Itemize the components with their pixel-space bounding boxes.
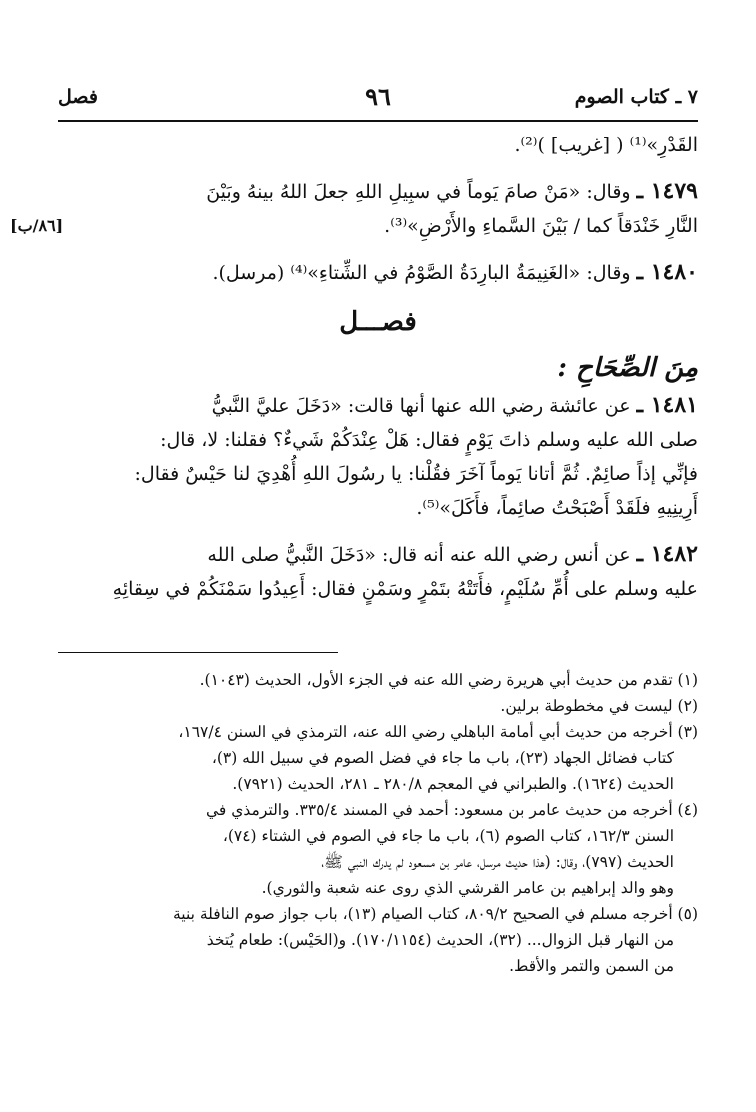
footnote-3-cont: كتاب فضائل الجهاد (٢٣)، باب ما جاء في فضل الصوم في سبيل الله (٣)، [211, 749, 674, 767]
sihah-heading: مِنَ الصِّحَاحِ : [557, 353, 698, 383]
hadith-number: ١٤٨٢ ـ [636, 541, 698, 567]
footnote-5-cont: من السمن والتمر والأقط. [509, 957, 674, 975]
header-rule [58, 120, 698, 122]
manuscript-margin-note: [٨٦/ب] [10, 216, 64, 235]
text-line [58, 457, 698, 491]
line-text: فإنِّي إذاً صائِمٌ. ثُمَّ أتانا يَوماً آخَرَ فقُلْنا: يا رسُولَ اللهِ أُهْدِيَ لنا حَيْسٌ فقال: [134, 463, 698, 485]
page-number: ٩٦ [365, 82, 391, 111]
section-title: فصـــل [339, 307, 417, 337]
text-line [58, 128, 698, 162]
line-text: النَّارِ خَنْدَقاً كما / بَيْنَ السَّماءِ والأَرْضِ»⁽³⁾. [384, 215, 698, 237]
header-chapter: ٧ ـ كتاب الصوم [574, 86, 698, 108]
line-text: القَدْرِ»⁽¹⁾ ( [غريب] )⁽²⁾. [514, 134, 698, 156]
book-page [10, 80, 698, 979]
footnote-rule [58, 652, 338, 653]
text-line [58, 423, 698, 457]
hadith-number: ١٤٧٩ ـ [636, 178, 698, 204]
footnote-2: (٢) ليست في مخطوطة برلين. [500, 697, 698, 715]
hadith-1482 [58, 537, 698, 572]
hadith-text: وقال: «الغَنِيمَةُ البارِدَةُ الصَّوْمُ في الشِّتاءِ»⁽⁴⁾ (مرسل). [212, 262, 631, 284]
hadith-1480 [58, 255, 698, 290]
footnote-5: (٥) أخرجه مسلم في الصحيح ٨٠٩/٢، كتاب الصيام (١٣)، باب جواز صوم النافلة بنية [172, 905, 698, 923]
hadith-text: عن أنس رضي الله عنه أنه قال: «دَخَلَ النَّبيُّ صلى الله [207, 544, 631, 566]
hadith-1481 [58, 388, 698, 423]
text-line [58, 572, 698, 606]
footnote-4-cont: السنن ١٦٢/٣، كتاب الصوم (٦)، باب ما جاء في الصوم في الشتاء (٧٤)، [222, 827, 674, 845]
footnote-4-cont: وهو والد إبراهيم بن عامر القرشي الذي روى عنه شعبة والثوري). [261, 879, 674, 897]
header-section: فصل [58, 86, 98, 108]
footnotes [58, 667, 698, 979]
hadith-1479 [58, 174, 698, 209]
footnote-4: (٤) أخرجه من حديث عامر بن مسعود: أحمد في المسند ٣٣٥/٤. والترمذي في [206, 801, 698, 819]
running-header [58, 80, 698, 114]
hadith-number: ١٤٨٠ ـ [636, 259, 698, 285]
hadith-text: عن عائشة رضي الله عنها أنها قالت: «دَخَلَ عليَّ النَّبيُّ [211, 395, 631, 417]
line-text: أَرِينِيهِ فلَقَدْ أَصْبَحْتُ صائِماً، فأَكَلَ»⁽⁵⁾. [416, 497, 698, 519]
text-line [58, 491, 698, 525]
footnote-5-cont: من النهار قبل الزوال... (٣٢)، الحديث (١٧٠/١١٥٤). و(الحَيْس): طعام يُتخذ [206, 931, 674, 949]
hadith-text: وقال: «مَنْ صامَ يَوماً في سبِيلِ اللهِ جعلَ اللهُ بينهُ وبَيْنَ [206, 181, 631, 203]
footnote-4-cont: الحديث (٧٩٧)، وقال: (هذا حديث مرسل، عامر بن مسعود لم يدرك النبي ﷺ، [321, 853, 674, 871]
footnote-3-cont: الحديث (١٦٢٤). والطبراني في المعجم ٢٨٠/٨ ـ ٢٨١، الحديث (٧٩٢١). [232, 775, 674, 793]
line-text: صلى الله عليه وسلم ذاتَ يَوْمٍ فقال: هَلْ عِنْدَكُمْ شَيءٌ؟ فقلنا: لا، قال: [160, 429, 698, 451]
hadith-number: ١٤٨١ ـ [636, 392, 698, 418]
footnote-3: (٣) أخرجه من حديث أبي أمامة الباهلي رضي الله عنه، الترمذي في السنن ١٦٧/٤، [178, 723, 698, 741]
text-line [10, 209, 698, 243]
line-text: عليه وسلم على أُمِّ سُلَيْمٍ، فأَتَتْهُ بتَمْرٍ وسَمْنٍ فقال: أَعِيدُوا سَمْنَكُمْ في سِقائِهِ [112, 578, 698, 600]
footnote-1: (١) تقدم من حديث أبي هريرة رضي الله عنه في الجزء الأول، الحديث (١٠٤٣). [199, 671, 698, 689]
